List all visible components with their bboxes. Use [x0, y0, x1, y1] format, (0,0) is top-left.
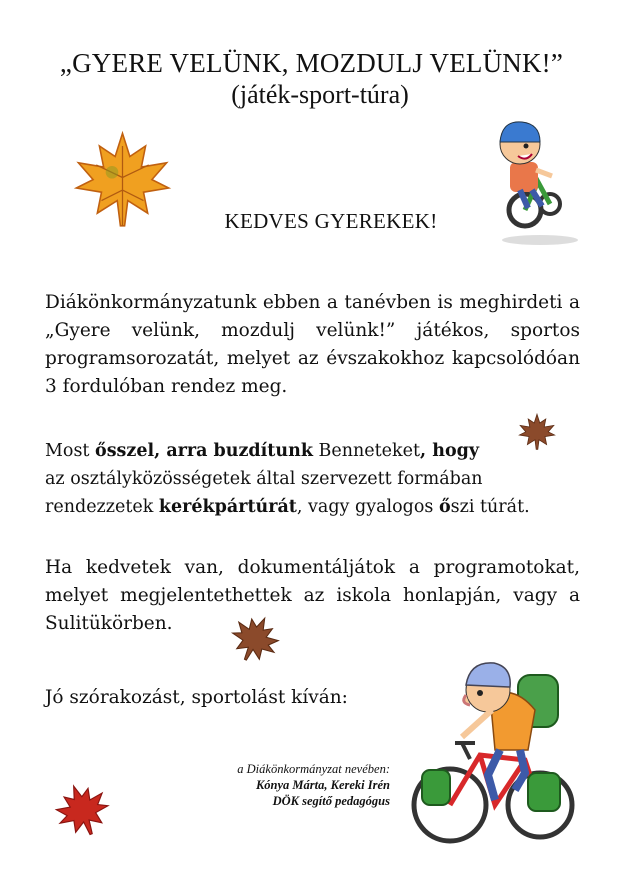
text-segment: , vagy gyalogos: [296, 497, 439, 517]
paragraph-autumn-line1: [45, 437, 580, 465]
text-segment: szi túrát.: [450, 497, 530, 517]
paragraph-autumn-rest: [45, 465, 545, 521]
maple-leaf-orange-icon: [70, 125, 175, 230]
signature-role: DÖK segítő pedagógus: [272, 794, 390, 808]
child-cyclist-illustration: [480, 112, 580, 247]
hiker-cyclist-illustration: [400, 655, 580, 855]
paragraph-autumn: [45, 437, 580, 521]
text-segment-bold: , hogy: [420, 441, 480, 461]
signature-names: Kónya Márta, Kereki Irén: [255, 778, 390, 792]
paragraph-documentation: Ha kedvetek van, dokumentáljátok a programotokat, melyet megjelentethettek az iskola honlapján, vagy a Sulitükörben.: [45, 557, 580, 634]
maple-leaf-brown-icon: [517, 410, 557, 452]
text-segment-bold: kerékpártúrát: [158, 497, 297, 517]
text-segment: Benneteket: [312, 441, 421, 461]
page-title: „GYERE VELÜNK, MOZDULJ VELÜNK!”: [59, 48, 564, 78]
paragraph-intro: Diákönkormányzatunk ebben a tanévben is meghirdeti a „Gyere velünk, mozdulj velünk!” játékos, sportos programsorozatát, melyet az évszakokhoz kapcsolódóan 3 fordulóban rendez meg.: [45, 292, 580, 397]
greeting-heading: KEDVES GYEREKEK!: [224, 209, 438, 233]
paragraph-closing: Jó szórakozást, sportolást kíván:: [45, 687, 348, 708]
text-segment: Most: [45, 441, 96, 461]
maple-leaf-brown-icon: [228, 612, 283, 664]
text-segment-bold: ősszel, arra buzdítunk: [95, 441, 313, 461]
signature-line-1: a Diákönkormányzat nevében:: [237, 762, 390, 776]
page-subtitle: (játék-sport-túra): [231, 80, 409, 109]
text-segment-bold: ő: [438, 497, 451, 517]
maple-leaf-red-icon: [48, 780, 116, 838]
text-segment: az osztályközösségetek által szervezett formában rendezzetek: [45, 469, 483, 517]
